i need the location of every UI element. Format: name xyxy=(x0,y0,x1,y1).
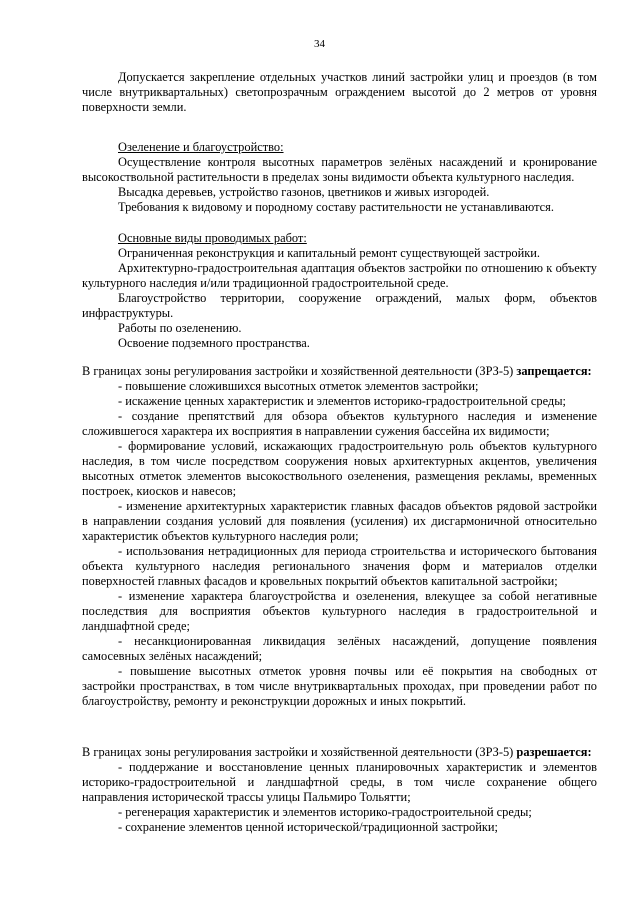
list-item: - сохранение элементов ценной исторической/традиционной застройки; xyxy=(118,820,498,834)
list-item: - поддержание и восстановление ценных планировочных характеристик и элементов историко-градостроительной и ландшафтной среды, в том числе сохранение общего направления исторической трассы улицы Пальмиро Тольятти; xyxy=(82,760,597,804)
section-intro-text: В границах зоны регулирования застройки и хозяйственной деятельности (ЗРЗ-5) xyxy=(82,745,514,759)
greening-section xyxy=(82,140,597,215)
section-heading: Основные виды проводимых работ: xyxy=(118,231,307,245)
intro-section xyxy=(82,70,597,115)
section-intro xyxy=(82,745,597,760)
section-intro xyxy=(82,364,597,379)
works-section xyxy=(82,231,597,351)
list-item: - создание препятствий для обзора объектов культурного наследия и изменение сложившегося характера их восприятия в направлении сужения бассейна их видимости; xyxy=(82,409,597,438)
list-item: - изменение архитектурных характеристик главных фасадов объектов рядовой застройки в направлении создания условий для появления (усиления) их дисгармоничной относительно характеристик объектов культурного наследия роли; xyxy=(82,499,597,543)
page-number: 34 xyxy=(314,38,325,50)
list-item: - повышение высотных отметок уровня почвы или её покрытия на свободных от застройки пространствах, в том числе внутриквартальных проходах, при проведении работ по благоустройству, ремонту и реконструкции дорожных и иных покрытий. xyxy=(82,664,597,708)
section-label: разрешается: xyxy=(516,745,592,759)
list-item: - регенерация характеристик и элементов историко-градостроительной среды; xyxy=(118,805,532,819)
section-label: запрещается: xyxy=(516,364,592,378)
list-item: - формирование условий, искажающих градостроительную роль объектов культурного наследия, в том числе посредством сооружения новых архитектурных акцентов, увеличения высотных отметок элементов высокоствольного озеленения, размещения рекламы, временных построек, киосков и навесов; xyxy=(82,439,597,498)
allowed-section xyxy=(82,745,597,835)
section-heading: Озеленение и благоустройство: xyxy=(118,140,284,154)
paragraph: Осуществление контроля высотных параметров зелёных насаждений и кронирование высокоствольной растительности в пределах зоны видимости объекта культурного наследия. xyxy=(82,155,597,184)
list-item: - повышение сложившихся высотных отметок элементов застройки; xyxy=(118,379,479,393)
paragraph: Работы по озеленению. xyxy=(118,321,242,335)
prohibited-section xyxy=(82,364,597,709)
list-item: - изменение характера благоустройства и озеленения, влекущее за собой негативные последствия для восприятия объектов культурного наследия в градостроительной и ландшафтной среде; xyxy=(82,589,597,633)
list-item: - несанкционированная ликвидация зелёных насаждений, допущение появления самосевных зелёных насаждений; xyxy=(82,634,597,663)
paragraph: Допускается закрепление отдельных участков линий застройки улиц и проездов (в том числе внутриквартальных) светопрозрачным ограждением высотой до 2 метров от уровня поверхности земли. xyxy=(82,70,597,114)
list-item: - использования нетрадиционных для периода строительства и исторического бытования объекта культурного наследия регионального значения форм и материалов отделки поверхностей главных фасадов и кровельных покрытий объектов капитальной застройки; xyxy=(82,544,597,588)
section-intro-text: В границах зоны регулирования застройки и хозяйственной деятельности (ЗРЗ-5) xyxy=(82,364,514,378)
list-item: - искажение ценных характеристик и элементов историко-градостроительной среды; xyxy=(118,394,567,408)
paragraph: Благоустройство территории, сооружение ограждений, малых форм, объектов инфраструктуры. xyxy=(82,291,597,320)
paragraph: Архитектурно-градостроительная адаптация объектов застройки по отношению к объекту культурного наследия и/или традиционной градостроительной среде. xyxy=(82,261,597,290)
paragraph: Освоение подземного пространства. xyxy=(118,336,310,350)
paragraph: Ограниченная реконструкция и капитальный ремонт существующей застройки. xyxy=(118,246,540,260)
paragraph: Высадка деревьев, устройство газонов, цветников и живых изгородей. xyxy=(118,185,490,199)
paragraph: Требования к видовому и породному составу растительности не устанавливаются. xyxy=(118,200,554,214)
